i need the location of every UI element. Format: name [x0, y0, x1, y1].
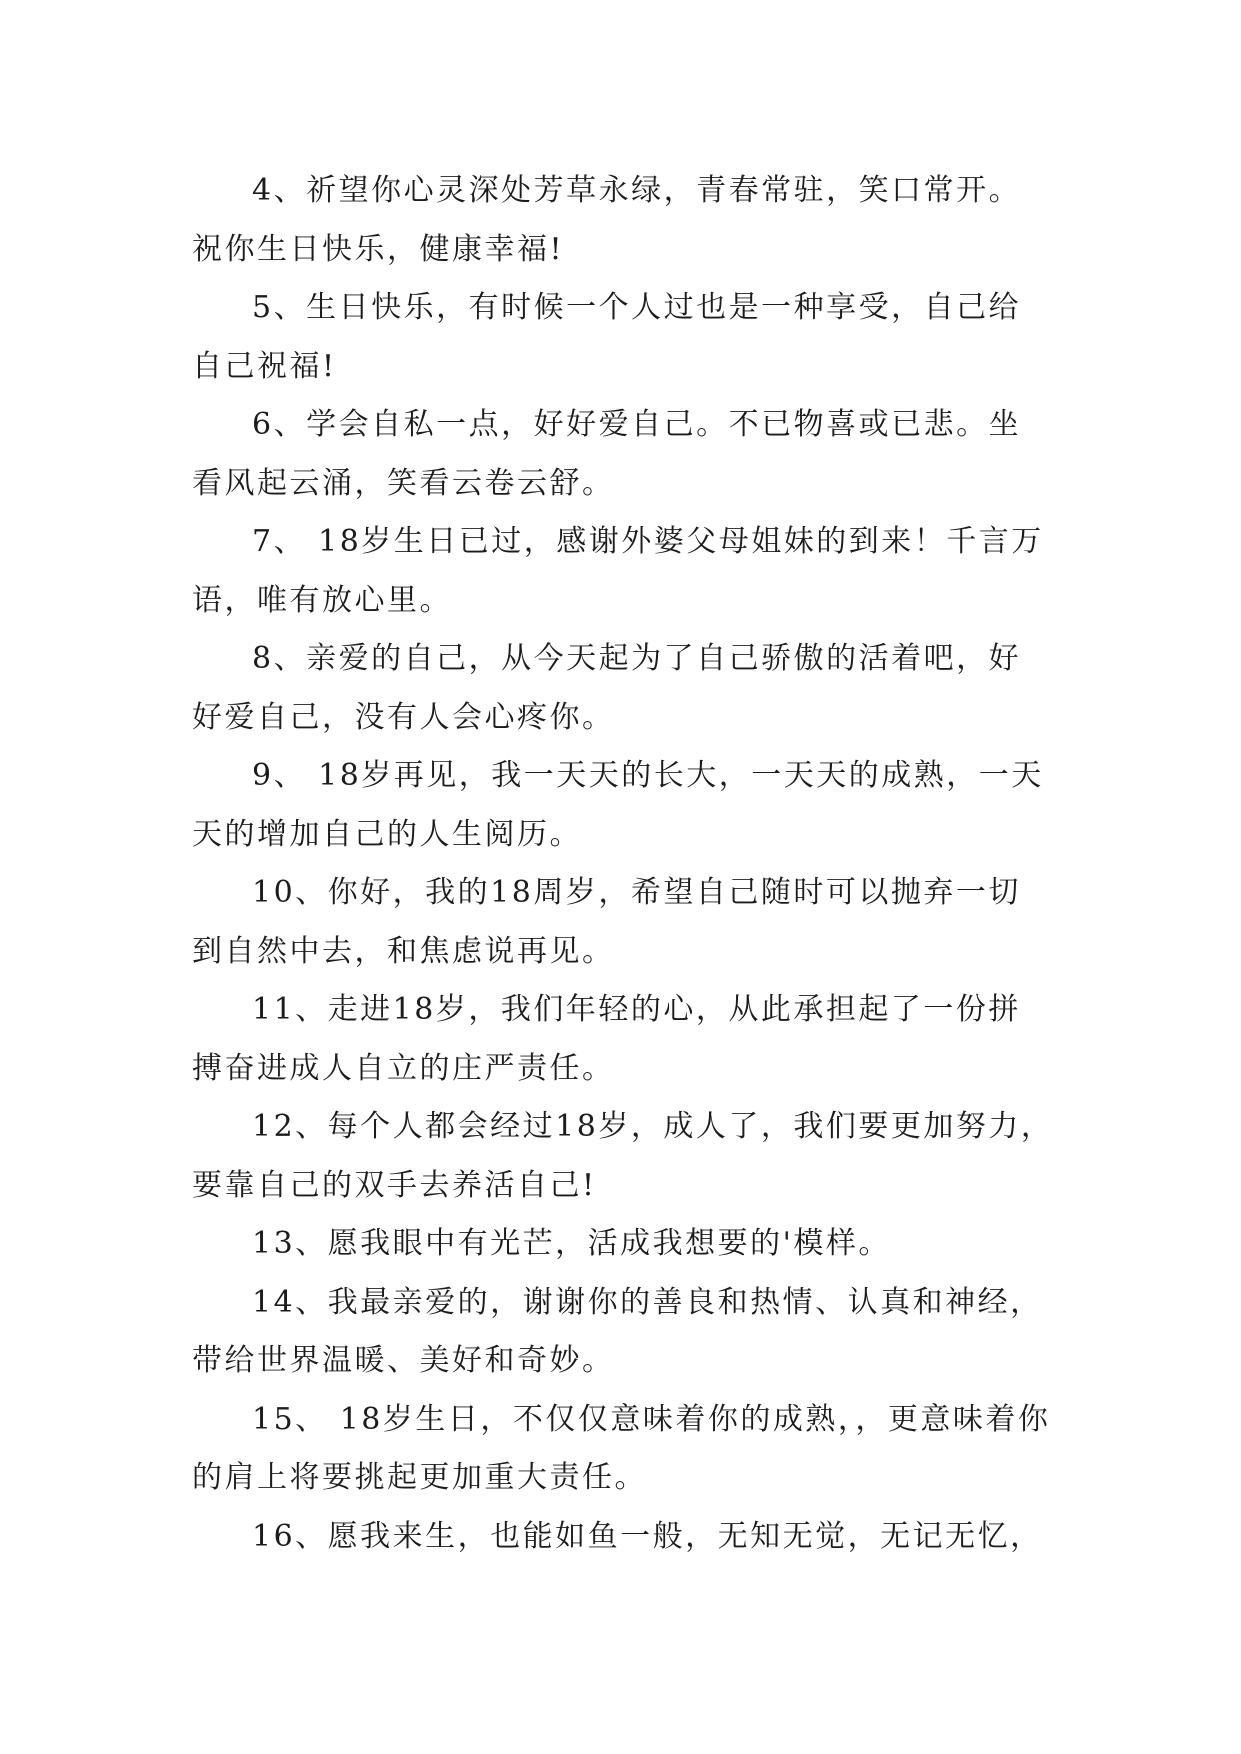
paragraph-line: 语，唯有放心里。 — [192, 582, 452, 618]
paragraph-line: 10、你好，我的18周岁，希望自己随时可以抛弃一切 — [252, 875, 1021, 910]
paragraph-13 — [192, 1215, 1050, 1274]
paragraph-4 — [192, 162, 1050, 279]
paragraph-line: 搏奋进成人自立的庄严责任。 — [192, 1050, 615, 1086]
paragraph-line: 的肩上将要挑起更加重大责任。 — [192, 1460, 647, 1495]
paragraph-line: 13、愿我眼中有光芒，活成我想要的'模样。 — [252, 1226, 891, 1261]
paragraph-line: 好爱自己，没有人会心疼你。 — [192, 699, 615, 735]
paragraph-line: 5、生日快乐，有时候一个人过也是一种享受，自己给 — [252, 290, 1022, 325]
paragraph-line: 6、学会自私一点，好好爱自己。不已物喜或已悲。坐 — [252, 407, 1022, 442]
paragraph-line: 到自然中去，和焦虑说再见。 — [192, 933, 615, 969]
paragraph-10 — [192, 864, 1050, 981]
paragraph-line: 要靠自己的双手去养活自己! — [192, 1167, 597, 1203]
paragraph-line: 12、每个人都会经过18岁，成人了，我们要更加努力， — [252, 1109, 1054, 1144]
paragraph-line: 自己祝福! — [192, 348, 337, 384]
paragraph-8 — [192, 630, 1050, 747]
paragraph-line: 15、 18岁生日，不仅仅意味着你的成熟，，更意味着你 — [252, 1401, 1051, 1437]
paragraph-line: 14、我最亲爱的，谢谢你的善良和热情、认真和神经， — [252, 1284, 1043, 1320]
paragraph-7 — [192, 513, 1050, 630]
paragraph-line: 8、亲爱的自己，从今天起为了自己骄傲的活着吧，好 — [252, 641, 1022, 676]
paragraph-15 — [192, 1391, 1050, 1508]
paragraph-line: 4、祈望你心灵深处芳草永绿，青春常驻，笑口常开。 — [252, 173, 1022, 208]
paragraph-16 — [192, 1508, 1050, 1567]
paragraph-14 — [192, 1274, 1050, 1391]
paragraph-9 — [192, 747, 1050, 864]
paragraph-line: 看风起云涌，笑看云卷云舒。 — [192, 465, 615, 501]
paragraph-12 — [192, 1098, 1054, 1215]
paragraph-6 — [192, 396, 1050, 513]
paragraph-5 — [192, 279, 1050, 396]
document-page — [192, 162, 1054, 1566]
paragraph-line: 7、 18岁生日已过，感谢外婆父母姐妹的到来！千言万 — [252, 524, 1044, 559]
paragraph-line: 天的增加自己的人生阅历。 — [192, 816, 582, 852]
paragraph-line: 祝你生日快乐，健康幸福! — [192, 231, 565, 267]
paragraph-line: 11、走进18岁，我们年轻的心，从此承担起了一份拼 — [252, 992, 1021, 1027]
paragraph-line: 16、愿我来生，也能如鱼一般，无知无觉，无记无忆， — [252, 1518, 1043, 1554]
paragraph-11 — [192, 981, 1050, 1098]
paragraph-line: 带给世界温暖、美好和奇妙。 — [192, 1343, 615, 1378]
paragraph-line: 9、 18岁再见，我一天天的长大，一天天的成熟，一天 — [252, 758, 1044, 793]
